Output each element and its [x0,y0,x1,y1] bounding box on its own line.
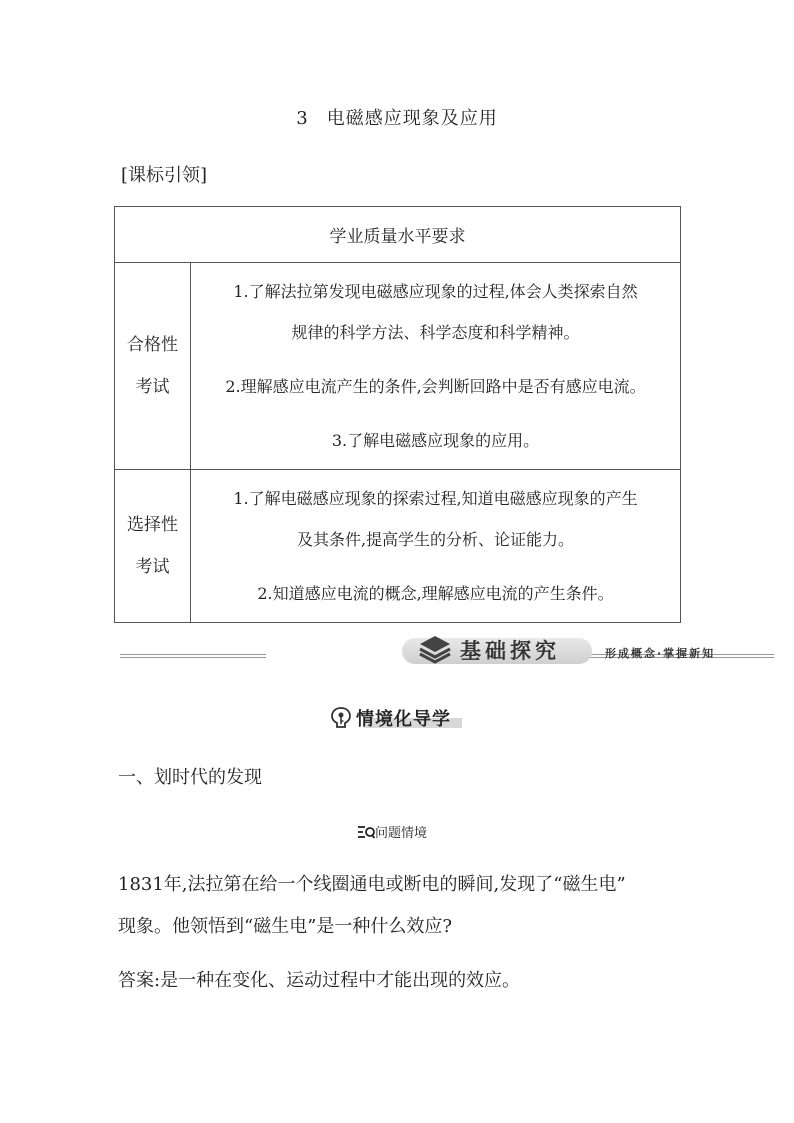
layers-icon [418,633,452,665]
problem-tag-text: 问题情境 [375,826,428,841]
level-label: 考试 [135,377,170,397]
level-label: 考试 [135,557,170,577]
table-header-row [115,207,681,263]
paragraph: 1831年,法拉第在给一个线圈通电或断电的瞬间,发现了“磁生电” [118,874,626,895]
subheading [330,704,470,730]
page-title [0,104,794,130]
requirement-text: 规律的科学方法、科学态度和科学精神。 [291,322,580,342]
requirement-text: 2.知道感应电流的概念,理解感应电流的产生条件。 [257,583,614,603]
requirements-cell [191,470,681,623]
eq-icon [357,825,375,839]
requirements-cell [191,263,681,470]
lesson-title: 电磁感应现象及应用 [326,108,498,129]
lesson-number: 3 [296,108,309,129]
banner-rule-left [120,654,266,658]
level-cell [115,263,191,470]
requirement-text: 2.理解感应电流产生的条件,会判断回路中是否有感应电流。 [225,376,646,396]
section-heading: 一、划时代的发现 [118,767,262,788]
requirements-table [114,206,681,623]
banner-subtitle: 形成概念·掌握新知 [605,647,716,660]
requirement-text: 1.了解法拉第发现电磁感应现象的过程,体会人类探索自然 [233,281,638,301]
banner-title: 基础探究 [460,638,560,663]
requirement-text: 及其条件,提高学生的分析、论证能力。 [296,529,575,549]
level-label: 合格性 [127,335,178,355]
table-row [115,263,681,470]
table-header: 学业质量水平要求 [115,207,681,263]
requirement-text: 1.了解电磁感应现象的探索过程,知道电磁感应现象的产生 [233,488,638,508]
subheading-text: 情境化导学 [356,709,451,730]
key-bulb-icon [330,706,352,730]
answer-paragraph: 答案:是一种在变化、运动过程中才能出现的效应。 [118,970,521,991]
level-cell [115,470,191,623]
paragraph: 现象。他领悟到“磁生电”是一种什么效应? [118,916,453,937]
level-label: 选择性 [127,515,178,535]
problem-tag [357,822,427,840]
section-label: [课标引领] [121,165,208,186]
requirement-text: 3.了解电磁感应现象的应用。 [331,430,540,450]
section-banner [120,630,774,670]
table-row [115,470,681,623]
